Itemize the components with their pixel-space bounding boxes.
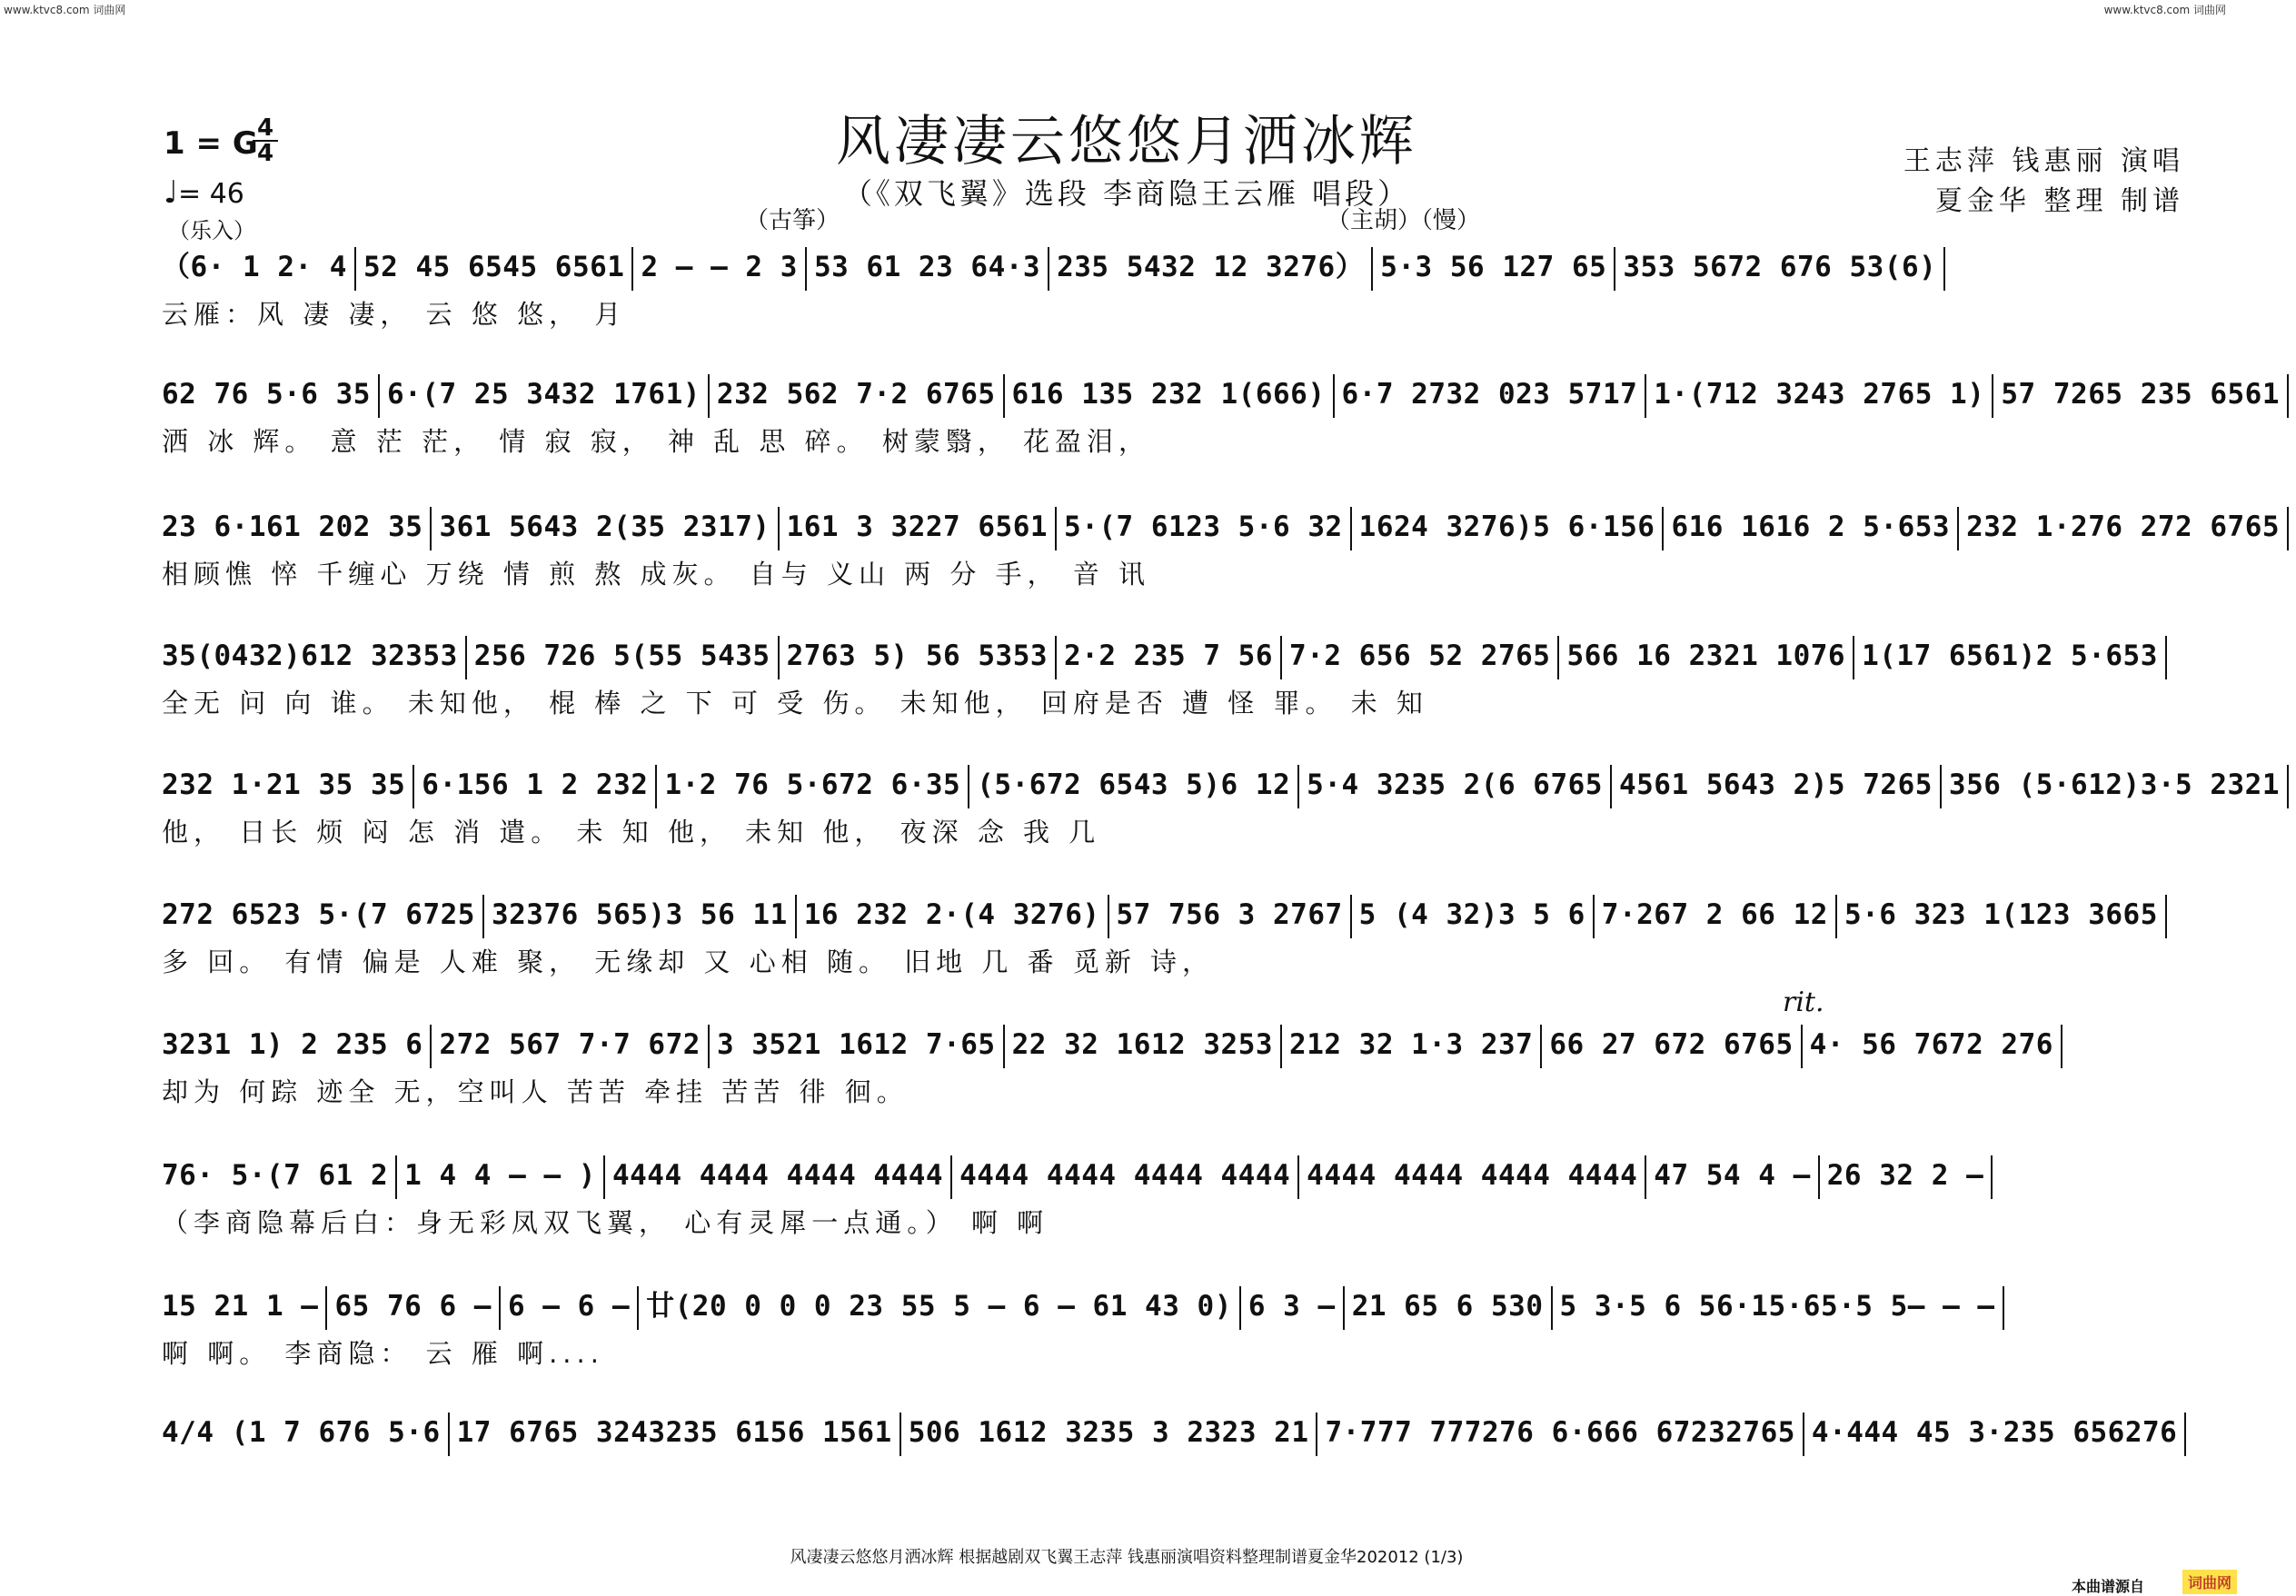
measure: 616 135 232 1(666) [1011, 378, 1326, 411]
measure: 21 65 6 530 [1351, 1290, 1544, 1323]
intro-mark: （乐入） [168, 218, 255, 243]
measure: 353 5672 676 53(6) [1623, 251, 1937, 283]
lyric-line: 却为 何踪 迹全 无，空叫人 苦苦 牵挂 苦苦 徘 徊。 [162, 1076, 909, 1107]
barline [1957, 507, 1959, 550]
barline [1853, 636, 1854, 679]
watermark-left: www.ktvc8.com 词曲网 [4, 4, 126, 16]
measure: 3 3521 1612 7·65 [716, 1028, 996, 1061]
measure: 6·(7 25 3432 1761) [386, 378, 701, 411]
notation-line [162, 1277, 2179, 1335]
notation-line [162, 886, 2179, 944]
score-system [162, 627, 2179, 721]
barline [2003, 1286, 2004, 1330]
barline [1055, 507, 1057, 550]
barline [805, 247, 807, 291]
score-system [162, 1277, 2179, 1372]
notation-line [162, 1403, 2179, 1462]
measure: 1·2 76 5·672 6·35 [664, 768, 961, 801]
barline [1055, 636, 1057, 679]
measure: 6·156 1 2 232 [422, 768, 649, 801]
measure: 7·267 2 66 12 [1601, 898, 1828, 931]
barline [1239, 1286, 1241, 1330]
barline [1280, 636, 1282, 679]
measure: 235 5432 12 3276） [1057, 251, 1365, 283]
barline [637, 1286, 639, 1330]
barline [448, 1413, 450, 1456]
measure: 17 6765 3243235 6156 1561 [456, 1416, 892, 1449]
barline [1557, 636, 1559, 679]
measure: 2763 5) 56 5353 [786, 639, 1049, 672]
measure: 356 (5·612)3·5 2321 [1948, 768, 2281, 801]
score-system [162, 756, 2281, 850]
notation-line [162, 1016, 2179, 1074]
measure: 5 (4 32)3 5 6 [1358, 898, 1585, 931]
measure: 1(17 6561)2 5·653 [1862, 639, 2158, 672]
lyric-line: 相顾憔 悴 千缠心 万绕 情 煎 熬 成灰。 自与 义山 两 分 手， 音 讯 [162, 559, 1151, 590]
notation-line [162, 238, 2179, 296]
barline [1551, 1286, 1553, 1330]
barline [1350, 895, 1352, 938]
site-logo: 词曲网 [2182, 1570, 2237, 1594]
measure: (5·672 6543 5)6 12 [977, 768, 1291, 801]
measure: 232 562 7·2 6765 [716, 378, 996, 411]
measure: 6·7 2732 023 5717 [1341, 378, 1638, 411]
footer-caption: 风凄凄云悠悠月洒冰辉 根据越剧双飞翼王志萍 钱惠丽演唱资料整理制谱夏金华202012 (1/3) [790, 1548, 1464, 1567]
score-system [162, 1146, 2179, 1241]
barline [655, 765, 657, 808]
measure: 4/4 (1 7 676 5·6 [162, 1416, 441, 1449]
barline [950, 1155, 952, 1199]
annotation-text: rit. [1783, 986, 1824, 1018]
measure: 6 – 6 – [507, 1290, 631, 1323]
measure: 76· 5·(7 61 2 [162, 1159, 389, 1192]
barline [1992, 374, 1993, 418]
measure: 4444 4444 4444 4444 [611, 1159, 944, 1192]
performance-annotation: （主胡）（慢） [1327, 207, 1481, 234]
barline [1614, 247, 1615, 291]
barline [2061, 1025, 2062, 1068]
notation-line [162, 627, 2179, 685]
barline [1801, 1025, 1803, 1068]
barline [1371, 247, 1373, 291]
barline [430, 1025, 432, 1068]
barline [1003, 1025, 1005, 1068]
measure: 272 6523 5·(7 6725 [162, 898, 475, 931]
measure: 232 1·276 272 6765 [1966, 511, 2281, 543]
performance-annotation [1783, 986, 1824, 1018]
measure: 57 756 3 2767 [1116, 898, 1343, 931]
lyric-line [162, 1462, 2179, 1498]
barline [1645, 1155, 1646, 1199]
barline [778, 636, 780, 679]
measure: 2 – – 2 3 [641, 251, 798, 283]
arranger-credit: 夏金华 整理 制谱 [1934, 185, 2184, 217]
measure: 5·6 323 1(123 3665 [1844, 898, 2158, 931]
barline [795, 895, 797, 938]
measure: （6· 1 2· 4 [162, 251, 347, 283]
watermark-right: www.ktvc8.com 词曲网 [2103, 4, 2226, 16]
source-label: 本曲谱源自 [2071, 1578, 2144, 1595]
barline [778, 507, 780, 550]
lyric-line: 他， 日长 烦 闷 怎 消 遣。 未 知 他， 未知 他， 夜深 念 我 几 [162, 817, 1101, 848]
measure: 361 5643 2(35 2317) [439, 511, 770, 543]
score-system [162, 498, 2281, 592]
measure: 232 1·21 35 35 [162, 768, 406, 801]
measure: 65 76 6 – [334, 1290, 492, 1323]
score-title: 风凄凄云悠悠月洒冰辉 [836, 110, 1417, 173]
barline [1610, 765, 1612, 808]
measure: 212 32 1·3 237 [1289, 1028, 1534, 1061]
measure: 256 726 5(55 5435 [473, 639, 770, 672]
measure: 1·(712 3243 2765 1) [1654, 378, 1985, 411]
measure: 53 61 23 64·3 [813, 251, 1041, 283]
measure: 35(0432)612 32353 [162, 639, 458, 672]
tempo-value: = 46 [178, 178, 244, 210]
measure: 4444 4444 4444 4444 [959, 1159, 1291, 1192]
barline [1333, 374, 1335, 418]
barline [1943, 247, 1945, 291]
barline [1540, 1025, 1542, 1068]
barline [430, 507, 432, 550]
key-signature: 1 = G [164, 125, 258, 162]
performer-credit: 王志萍 钱惠丽 演唱 [1903, 145, 2184, 177]
barline [1662, 507, 1664, 550]
measure: 616 1616 2 5·653 [1671, 511, 1951, 543]
barline [1280, 1025, 1282, 1068]
measure: 4444 4444 4444 4444 [1307, 1159, 1638, 1192]
measure: 5 3·5 6 56·15·65·5 5– – – [1559, 1290, 1995, 1323]
notation-line [162, 1146, 2179, 1204]
barline [1108, 895, 1109, 938]
measure: 6 3 – [1247, 1290, 1336, 1323]
measure: 52 45 6545 6561 [363, 251, 625, 283]
measure: 47 54 4 – [1654, 1159, 1811, 1192]
performance-annotation: （古筝） [745, 207, 840, 234]
time-signature-top: 4 [253, 116, 278, 142]
measure: 1 4 4 – – ) [404, 1159, 596, 1192]
barline [2287, 374, 2289, 418]
barline [1940, 765, 1942, 808]
measure: 4· 56 7672 276 [1809, 1028, 2053, 1061]
barline [412, 765, 414, 808]
barline [1316, 1413, 1317, 1456]
score-system [162, 1016, 2179, 1110]
notation-line [162, 365, 2281, 423]
barline [968, 765, 969, 808]
measure: 15 21 1 – [162, 1290, 319, 1323]
barline [1297, 1155, 1299, 1199]
notation-line [162, 498, 2281, 556]
barline [631, 247, 633, 291]
barline [603, 1155, 605, 1199]
barline [708, 374, 710, 418]
measure: 23 6·161 202 35 [162, 511, 423, 543]
measure: 7·777 777276 6·666 67232765 [1325, 1416, 1795, 1449]
score-system [162, 365, 2281, 460]
barline [1350, 507, 1352, 550]
measure: 566 16 2321 1076 [1566, 639, 1846, 672]
quarter-note-icon: ♩ [164, 174, 179, 211]
barline [2165, 895, 2167, 938]
measure: 161 3 3227 6561 [786, 511, 1049, 543]
barline [900, 1413, 901, 1456]
barline [465, 636, 467, 679]
barline [2165, 636, 2167, 679]
score-subtitle: （《双飞翼》选段 李商隐王云雁 唱段） [842, 176, 1411, 211]
barline [1593, 895, 1595, 938]
measure: 廿(20 0 0 0 23 55 5 – 6 – 61 43 0) [646, 1290, 1232, 1323]
barline [499, 1286, 501, 1330]
measure: 2·2 235 7 56 [1064, 639, 1273, 672]
measure: 57 7265 235 6561 [2001, 378, 2281, 411]
score-system [162, 886, 2179, 980]
measure: 22 32 1612 3253 [1011, 1028, 1274, 1061]
measure: 3231 1) 2 235 6 [162, 1028, 423, 1061]
barline [1003, 374, 1005, 418]
lyric-line: 全无 问 向 谁。 未知他， 棍 棒 之 下 可 受 伤。 未知他， 回府是否 遭 怪 罪。 未 知 [162, 688, 1428, 719]
barline [395, 1155, 397, 1199]
score-system [162, 238, 2179, 332]
barline [482, 895, 484, 938]
measure: 4561 5643 2)5 7265 [1618, 768, 1933, 801]
barline [378, 374, 380, 418]
barline [2287, 765, 2289, 808]
barline [1991, 1155, 1993, 1199]
score-system [162, 1403, 2179, 1498]
barline [2184, 1413, 2186, 1456]
notation-line [162, 756, 2281, 814]
barline [1803, 1413, 1804, 1456]
barline [1343, 1286, 1345, 1330]
time-signature-bottom: 4 [256, 140, 274, 167]
barline [1818, 1155, 1820, 1199]
measure: 32376 565)3 56 11 [491, 898, 788, 931]
measure: 7·2 656 52 2765 [1289, 639, 1551, 672]
barline [1297, 765, 1299, 808]
measure: 506 1612 3235 3 2323 21 [908, 1416, 1309, 1449]
barline [1048, 247, 1049, 291]
measure: 26 32 2 – [1826, 1159, 1984, 1192]
lyric-line: 洒 冰 辉。 意 茫 茫， 情 寂 寂， 神 乱 思 碎。 树蒙翳， 花盈泪， [162, 426, 1151, 457]
measure: 66 27 672 6765 [1549, 1028, 1794, 1061]
measure: 5·4 3235 2(6 6765 [1307, 768, 1603, 801]
barline [708, 1025, 710, 1068]
lyric-line: 云雁：风 凄 凄， 云 悠 悠， 月 [162, 299, 627, 330]
lyric-line: （李商隐幕后白：身无彩凤双飞翼， 心有灵犀一点通。） 啊 啊 [162, 1207, 1049, 1238]
measure: 5·3 56 127 65 [1380, 251, 1607, 283]
barline [1835, 895, 1837, 938]
barline [2287, 507, 2289, 550]
barline [325, 1286, 327, 1330]
measure: 272 567 7·7 672 [439, 1028, 701, 1061]
lyric-line: 多 回。 有情 偏是 人难 聚， 无缘却 又 心相 随。 旧地 几 番 觅新 诗， [162, 947, 1215, 977]
measure: 5·(7 6123 5·6 32 [1064, 511, 1343, 543]
lyric-line: 啊 啊。 李商隐： 云 雁 啊.... [162, 1338, 604, 1369]
measure: 4·444 45 3·235 656276 [1811, 1416, 2178, 1449]
barline [354, 247, 356, 291]
measure: 1624 3276)5 6·156 [1358, 511, 1655, 543]
barline [1645, 374, 1646, 418]
measure: 62 76 5·6 35 [162, 378, 371, 411]
measure: 16 232 2·(4 3276) [803, 898, 1100, 931]
